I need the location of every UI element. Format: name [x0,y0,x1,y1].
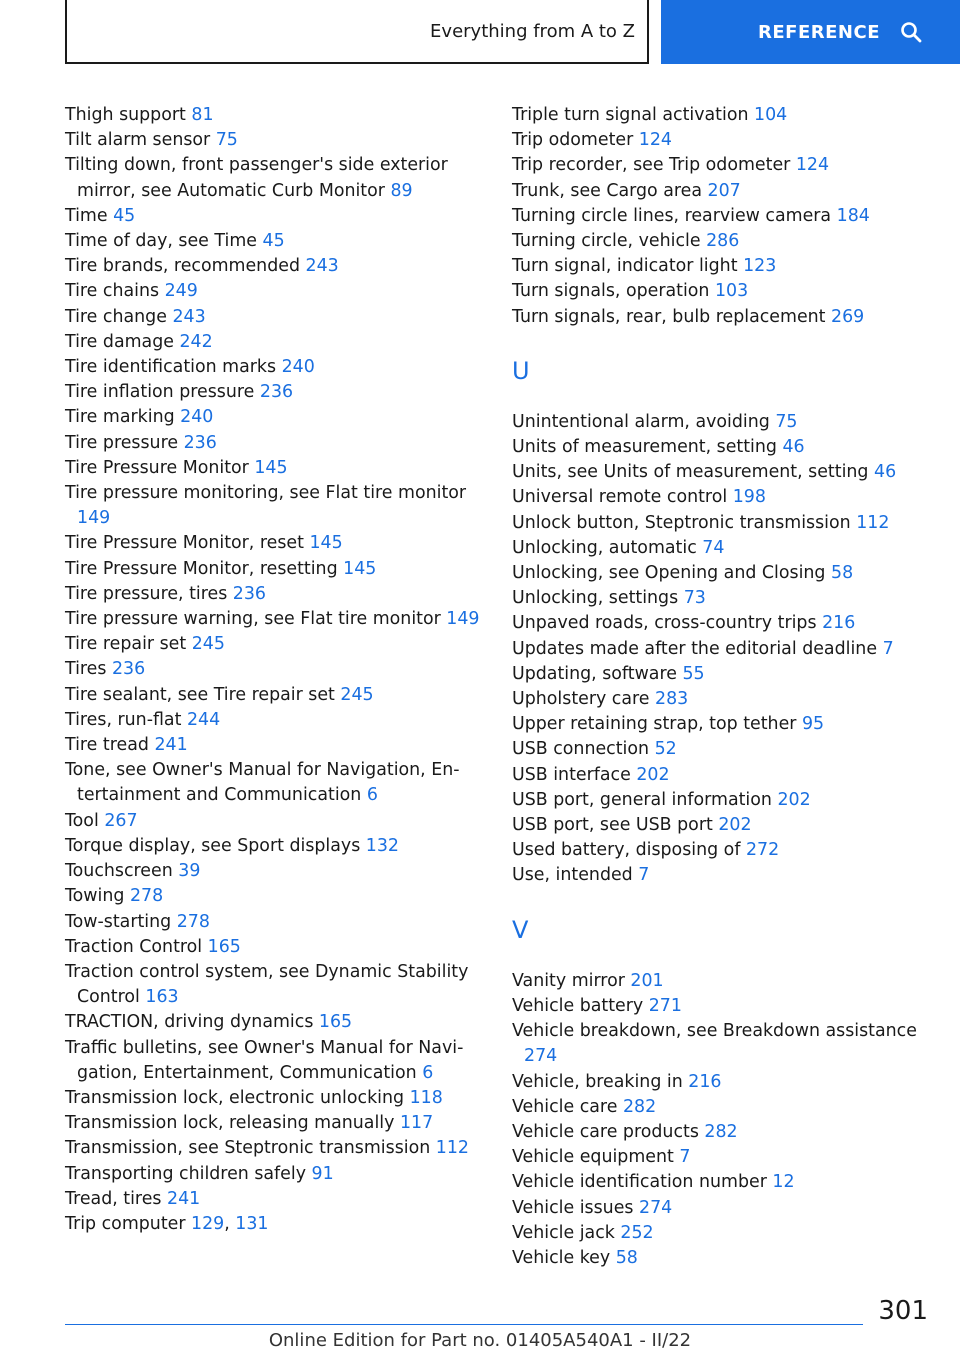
index-entry [65,657,480,682]
page-link[interactable]: 243 [172,306,206,327]
index-entry [65,834,480,859]
page-link[interactable]: 240 [180,407,214,428]
index-entry-text: Tow-starting [65,911,172,932]
index-entry-text: Upper retaining strap, top tether [512,714,797,735]
index-entry [512,1019,922,1069]
page-link[interactable]: 198 [732,487,766,508]
index-entry-text: Unlocking, settings [512,588,679,609]
page-link[interactable]: 6 [366,785,378,806]
index-entry-text: Tire identification marks [65,357,277,378]
index-entry-text: Tire inflation pressure [65,382,255,403]
index-entry-text: Trip recorder, see Trip odometer [512,155,791,176]
index-entry [512,662,922,687]
index-entry-text: Touchscreen [65,861,173,882]
page-link[interactable]: 202 [636,764,670,785]
index-entry-text: Tires [65,659,107,680]
page-link[interactable]: 236 [111,659,146,680]
index-entry [65,128,480,153]
index-entry [65,910,480,935]
index-entry [512,994,922,1019]
index-entry [512,1070,922,1095]
index-entry-text: Tires, run-flat [65,709,182,730]
index-entry-text: Transmission, see Steptronic transmission [65,1138,431,1159]
page-link[interactable]: 252 [620,1222,654,1243]
index-entry-text: USB interface [512,764,631,785]
index-entry [512,788,922,813]
page-link[interactable]: 149 [77,508,111,529]
page-link[interactable]: 278 [129,886,164,907]
index-entry-text: Towing [65,886,125,907]
page-link[interactable]: 58 [615,1247,638,1268]
page-link[interactable]: 131 [235,1213,269,1234]
index-entry-text: Triple turn signal activation [512,105,749,125]
index-entry [65,708,480,733]
index-entry-text: Tire tread [65,735,149,756]
page-link[interactable]: 117 [399,1113,434,1134]
page-link[interactable]: 236 [232,583,266,604]
index-entry [65,531,480,556]
index-entry-text: Unpaved roads, cross-country trips [512,613,817,634]
page-link[interactable]: 149 [446,609,480,630]
index-entry-text: Use, intended [512,865,633,886]
index-entry [512,305,922,330]
index-entry [512,204,922,229]
page-link[interactable]: 45 [113,205,136,226]
index-entry-text: Transmission lock, electronic unlocking [65,1087,405,1108]
index-entry-text: Tire chains [65,281,160,302]
page-link[interactable]: 55 [682,663,705,684]
index-entry-text: Tire marking [65,407,175,428]
index-entry-text: Vehicle care products [512,1121,699,1142]
page-link[interactable]: 216 [688,1071,722,1092]
index-entry-text: Time [65,205,108,226]
index-entry [512,712,922,737]
index-entry-text: Tire pressure [65,432,179,453]
index-entry [512,103,922,128]
index-entry-text: Vehicle battery [512,995,644,1016]
index-entry [65,305,480,330]
index-entry [512,1196,922,1221]
index-entry-text: Transmission lock, releasing manually [65,1113,395,1134]
index-entry-text: Turning circle lines, rearview camera [512,205,832,226]
page-link[interactable]: 45 [262,231,285,252]
index-entry-text: Universal remote control [512,487,728,508]
page-link[interactable]: 282 [622,1096,657,1117]
index-entry-text: Time of day, see Time [65,231,257,252]
index-entry-text: Vehicle care [512,1096,618,1117]
index-entry [65,153,480,203]
page-link[interactable]: 207 [707,180,741,201]
page-link[interactable]: 283 [655,689,689,710]
index-entry [512,1095,922,1120]
page-link[interactable]: 124 [638,130,672,151]
page-link[interactable]: 165 [318,1012,353,1033]
page-link[interactable]: 216 [822,613,856,634]
page-link[interactable]: 274 [524,1046,558,1067]
index-entry [65,632,480,657]
index-entry-text: Tire repair set [65,634,187,655]
page-link[interactable]: 278 [176,911,210,932]
page-link[interactable]: 241 [154,735,188,756]
page-link[interactable]: 104 [754,105,788,125]
index-entry-text: Vehicle equipment [512,1147,674,1168]
index-entry-text: Tire brands, recommended [65,256,300,277]
index-entry [65,405,480,430]
page-link[interactable]: 123 [743,256,777,277]
footer-divider [65,1324,863,1325]
index-entry-text: Trip odometer [512,130,634,151]
index-entry-text: Units, see Units of measurement, setting [512,462,869,483]
index-entry-text: Vehicle issues [512,1197,634,1218]
page-link[interactable]: 6 [422,1062,434,1083]
index-entry [512,1120,922,1145]
index-entry-text: USB port, general information [512,789,772,810]
reference-tab[interactable] [661,0,960,64]
index-entry-text: Unlocking, automatic [512,537,697,558]
reference-label: REFERENCE [758,21,880,43]
index-entry [512,813,922,838]
page-link[interactable]: 282 [704,1121,738,1142]
index-entry [512,1145,922,1170]
page-link[interactable]: 145 [309,533,343,554]
index-entry-text: Vehicle key [512,1247,611,1268]
index-entry [512,687,922,712]
index-entry [65,607,480,632]
index-entry-text: Transporting children safely [65,1163,306,1184]
index-entry-text: Vehicle identification number [512,1172,767,1193]
page-link[interactable]: 7 [882,638,894,659]
index-entry [65,1212,480,1237]
page-link[interactable]: 75 [775,411,798,432]
index-entry [65,279,480,304]
index-entry [512,1170,922,1195]
page-link[interactable]: 118 [409,1087,443,1108]
index-entry [65,884,480,909]
index-entry-text: Units of measurement, setting [512,437,777,458]
index-entry [65,431,480,456]
index-entry [512,838,922,863]
index-entry-text: Traction Control [65,936,203,957]
page-link[interactable]: 236 [183,432,217,453]
index-entry [512,586,922,611]
index-entry [512,128,922,153]
index-entry [65,355,480,380]
index-entry-text: Unlocking, see Opening and Closing [512,563,826,584]
index-entry-text: Vehicle, breaking in [512,1071,683,1092]
page-link[interactable]: 245 [191,634,225,655]
index-entry-text: Thigh support [65,105,186,125]
index-entry [512,561,922,586]
page-separator: , [224,1213,230,1234]
page-link[interactable]: 89 [390,180,413,201]
index-entry [65,254,480,279]
index-entry [512,179,922,204]
index-entry-text: Vehicle jack [512,1222,615,1243]
index-entry-text: Tire change [65,306,167,327]
index-entry-text: Traction control system, see Dynamic Stability Control [65,961,469,1008]
page-link[interactable]: 52 [654,739,677,760]
page-link[interactable]: 236 [259,382,294,403]
index-column-right [512,103,922,1271]
page-link[interactable]: 163 [145,987,179,1008]
page-link[interactable]: 112 [435,1138,469,1159]
index-entry-text: Tire Pressure Monitor, resetting [65,558,338,579]
index-entry [65,758,480,808]
index-entry [65,330,480,355]
page-link[interactable]: 132 [365,835,399,856]
page-link[interactable]: 12 [772,1172,795,1193]
index-entry [512,279,922,304]
index-entry-text: Used battery, disposing of [512,840,741,861]
page-link[interactable]: 242 [179,331,213,352]
page-link[interactable]: 249 [164,281,198,302]
index-entry-text: Tire pressure monitoring, see Flat tire monitor [65,483,467,504]
index-entry [65,229,480,254]
index-entry [512,637,922,662]
index-entry-text: Upholstery care [512,689,650,710]
index-entry [65,809,480,834]
index-entry-text: Tool [65,810,99,831]
index-entry-text: Turn signals, operation [512,281,710,302]
index-entry-text: Vanity mirror [512,970,625,991]
index-entry-text: Tread, tires [65,1188,162,1209]
footer-text: Online Edition for Part no. 01405A540A1 - II/22 [268,1330,692,1351]
index-entry-text: Tire Pressure Monitor [65,457,249,478]
index-entry-text: Unlock button, Steptronic transmission [512,512,851,533]
index-entry [512,254,922,279]
index-entry-text: Torque display, see Sport displays [65,835,361,856]
page-link[interactable]: 145 [343,558,377,579]
page-link[interactable]: 58 [831,563,854,584]
index-entry [512,410,922,435]
page-link[interactable]: 244 [186,709,221,730]
page-link[interactable]: 267 [104,810,138,831]
index-entry [65,103,480,128]
index-column-left [65,103,480,1237]
index-entry-text: Tire damage [65,331,174,352]
index-entry [512,737,922,762]
page-number: 301 [878,1296,928,1326]
page-link[interactable]: 202 [718,815,752,836]
index-entry-text: Turn signal, indicator light [512,256,738,277]
page-link[interactable]: 124 [795,155,830,176]
index-entry [512,485,922,510]
index-entry-text: USB connection [512,739,650,760]
index-entry [65,1086,480,1111]
page-link[interactable]: 73 [683,588,706,609]
index-entry-text: TRACTION, driving dynamics [65,1012,314,1033]
index-entry [65,481,480,531]
index-entry [65,380,480,405]
index-entry [512,511,922,536]
index-entry-text: Tire pressure, tires [65,583,228,604]
page-link[interactable]: 95 [801,714,825,735]
index-entry-text: Updating, software [512,663,677,684]
section-header [65,0,649,64]
index-entry-text: Tire Pressure Monitor, reset [65,533,304,554]
index-entry [512,153,922,178]
section-title: Everything from A to Z [430,20,635,42]
index-entry [512,229,922,254]
index-entry [512,435,922,460]
index-entry-text: Turning circle, vehicle [512,231,701,252]
page-link[interactable]: 245 [340,684,374,705]
page-link[interactable]: 74 [702,537,725,558]
index-entry [65,1111,480,1136]
index-entry [512,1246,922,1271]
index-entry [65,204,480,229]
index-entry-text: Unintentional alarm, avoiding [512,411,770,432]
page-link[interactable]: 39 [178,861,201,882]
index-entry-text: Tire sealant, see Tire repair set [65,684,335,705]
page-link[interactable]: 202 [777,789,811,810]
page-link[interactable]: 7 [638,865,650,886]
index-entry-text: Tone, see Owner's Manual for Navigation, Entertainment and Communication [65,760,460,806]
page-link[interactable]: 274 [639,1197,673,1218]
page-link[interactable]: 272 [745,840,780,861]
index-entry-text: Tilt alarm sensor [65,130,211,151]
page-link[interactable]: 46 [874,462,897,483]
page-link[interactable]: 46 [782,437,805,458]
page-link[interactable]: 184 [836,205,870,226]
page-link[interactable]: 240 [281,357,315,378]
index-entry-text: Vehicle breakdown, see Breakdown assistance [512,1021,917,1042]
page-link[interactable]: 91 [311,1163,334,1184]
index-entry-text: Updates made after the editorial deadline [512,638,878,659]
index-entry [512,1221,922,1246]
index-entry [65,456,480,481]
index-entry [65,582,480,607]
index-entry [65,1187,480,1212]
page-link[interactable]: 81 [191,105,214,125]
page-link[interactable]: 129 [191,1213,225,1234]
index-entry-text: Traffic bulletins, see Owner's Manual for Navigation, Entertainment, Communication [65,1037,464,1083]
index-entry [65,859,480,884]
index-entry [512,536,922,561]
index-entry [65,935,480,960]
page-link[interactable]: 7 [679,1147,691,1168]
index-letter-heading: U [512,356,530,385]
index-entry-text: Tire pressure warning, see Flat tire monitor [65,609,441,630]
search-icon[interactable] [900,21,922,43]
index-letter-heading: V [512,915,529,944]
index-entry [65,1036,480,1086]
index-entry [512,863,922,888]
page-link[interactable]: 286 [706,231,740,252]
index-entry [65,1162,480,1187]
index-entry [65,557,480,582]
index-entry-text: Tilting down, front passenger's side exterior mirror, see Automatic Curb Monitor [65,155,448,201]
index-entry [65,960,480,1010]
index-entry [512,763,922,788]
index-entry [512,460,922,485]
page-link[interactable]: 241 [167,1188,201,1209]
page-link[interactable]: 201 [630,970,664,991]
index-entry-text: Trip computer [65,1213,186,1234]
page-link[interactable]: 112 [856,512,890,533]
index-entry-text: Trunk, see Cargo area [512,180,703,201]
page-link[interactable]: 271 [648,995,682,1016]
page-link[interactable]: 165 [207,936,241,957]
index-entry-text: Turn signals, rear, bulb replacement [512,306,826,327]
index-entry [65,1010,480,1035]
index-entry [65,683,480,708]
index-entry [65,1136,480,1161]
page-link[interactable]: 269 [831,306,865,327]
page-link[interactable]: 145 [254,457,288,478]
index-entry [512,611,922,636]
index-entry [512,969,922,994]
index-entry [65,733,480,758]
page-link[interactable]: 103 [714,281,749,302]
page-link[interactable]: 75 [215,130,238,151]
index-entry-text: USB port, see USB port [512,815,713,836]
page-link[interactable]: 243 [305,256,339,277]
